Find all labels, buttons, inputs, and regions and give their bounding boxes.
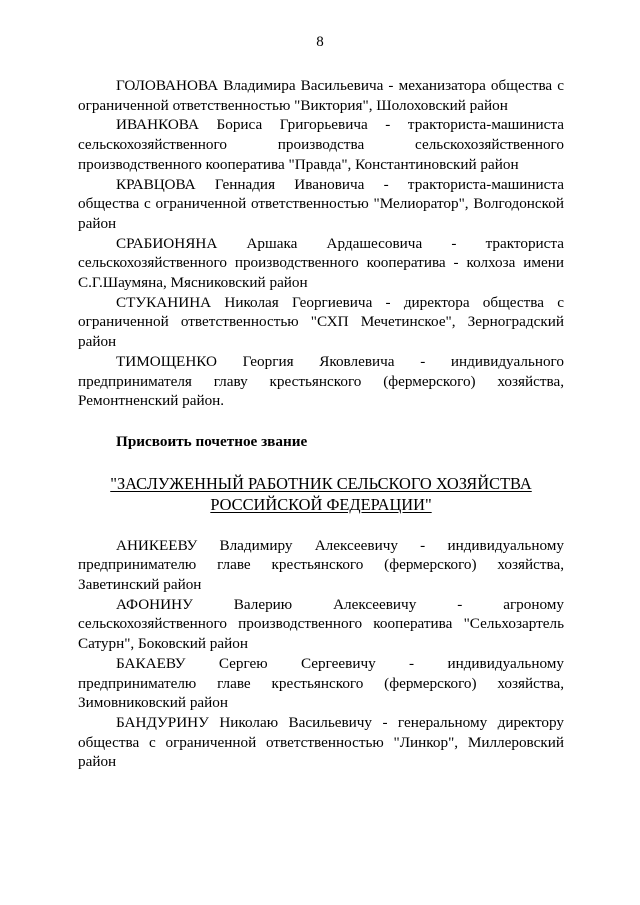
- awardee-anikeevu: АНИКЕЕВУ Владимиру Алексеевичу - индивидуальному предпринимателю главе крестьянского (фермерского) хозяйства, Заветинский район: [78, 536, 564, 594]
- awardee-afoninu: АФОНИНУ Валерию Алексеевичу - агроному сельскохозяйственного производственного кооператива "Сельхозартель Сатурн", Боковский район: [78, 595, 564, 653]
- list-spacer: [78, 515, 564, 536]
- honorary-title-line-2: РОССИЙСКОЙ ФЕДЕРАЦИИ": [210, 494, 432, 514]
- section-spacer: [78, 411, 564, 432]
- honorary-title: [78, 473, 564, 515]
- honorary-title-line-1: "ЗАСЛУЖЕННЫЙ РАБОТНИК СЕЛЬСКОГО ХОЗЯЙСТВА: [110, 473, 532, 493]
- document-body: [78, 76, 564, 772]
- awardee-golovanova: ГОЛОВАНОВА Владимира Васильевича - механизатора общества с ограниченной ответственностью "Виктория", Шолоховский район: [78, 77, 564, 114]
- section-heading: Присвоить почетное звание: [116, 432, 308, 450]
- awardee-stukanina: СТУКАНИНА Николая Георгиевича - директора общества с ограниченной ответственностью "СХП Мечетинское", Зерноградский район: [78, 293, 564, 351]
- awardee-kravtsova: КРАВЦОВА Геннадия Ивановича - тракториста-машиниста общества с ограниченной ответственностью "Мелиоратор", Волгодонской район: [78, 175, 564, 232]
- page-number: 8: [316, 34, 324, 50]
- awardee-ivankova: ИВАНКОВА Бориса Григорьевича - тракториста-машиниста сельскохозяйственного производства сельскохозяйственного производственного кооператива "Правда", Константиновский район: [78, 116, 564, 173]
- awardee-bakaevu: БАКАЕВУ Сергею Сергеевичу - индивидуальному предпринимателю главе крестьянского (фермерского) хозяйства, Зимовниковский район: [78, 654, 564, 712]
- awardee-bandurinu: БАНДУРИНУ Николаю Васильевичу - генеральному директору общества с ограниченной ответственностью "Линкор", Миллеровский район: [78, 713, 564, 771]
- awardee-timoshchenko: ТИМОЩЕНКО Георгия Яковлевича - индивидуального предпринимателя главу крестьянского (фермерского) хозяйства, Ремонтненский район.: [78, 352, 564, 410]
- awardee-srabionyana: СРАБИОНЯНА Аршака Ардашесовича - тракториста сельскохозяйственного производственного кооператива - колхоза имени С.Г.Шаумяна, Мясниковский район: [78, 234, 564, 292]
